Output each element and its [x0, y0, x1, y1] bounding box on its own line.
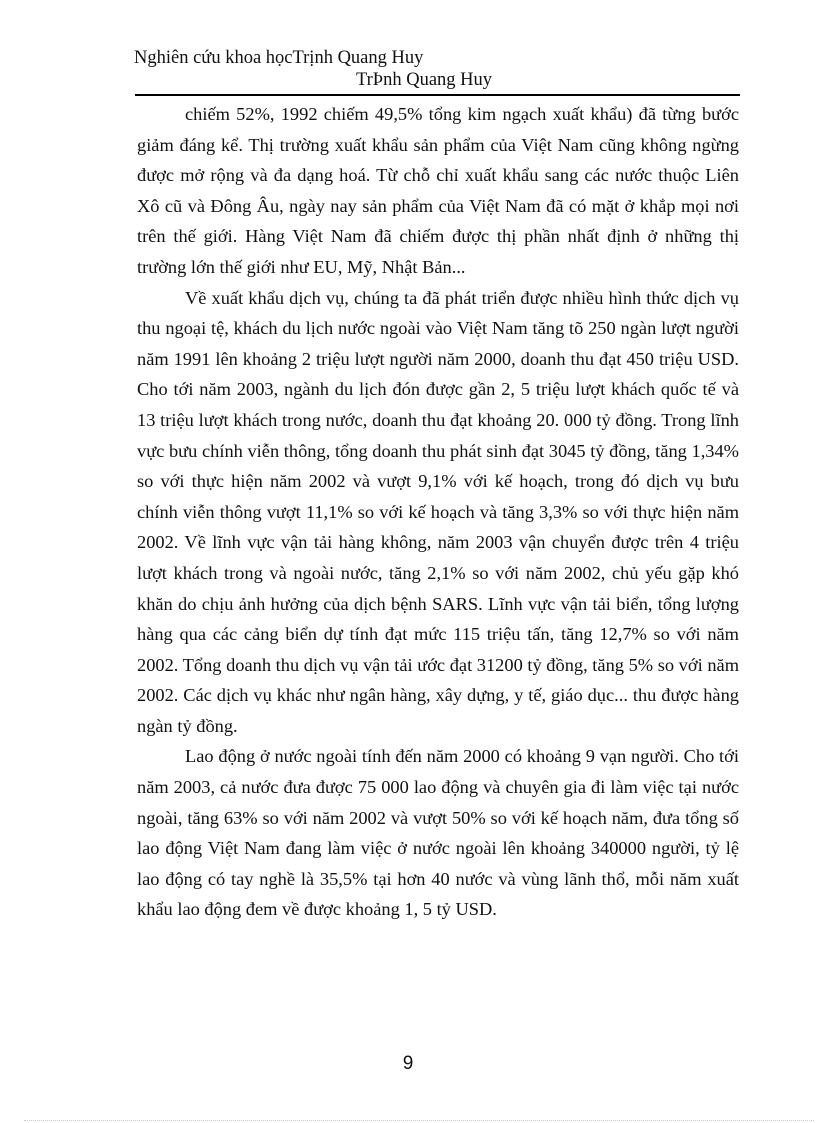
- header-rule: [135, 94, 740, 96]
- header-author-name: TrÞnh Quang Huy: [356, 70, 493, 90]
- header-author-line: Nghiên cứu khoa họcTrịnh Quang Huy: [134, 48, 424, 68]
- footer-divider: [24, 1120, 814, 1121]
- document-body: [137, 99, 739, 925]
- paragraph-labor-export: Lao động ở nước ngoài tính đến năm 2000 có khoảng 9 vạn người. Cho tới năm 2003, cả nước đưa được 75 000 lao động và chuyên gia đi làm việc tại nước ngoài, tăng 63% so với năm 2002 và vượt 50% so với kế hoạch năm, đưa tổng số lao động Việt Nam đang làm việc ở nước ngoài lên khoảng 340000 người, tỷ lệ lao động có tay nghề là 35,5% tại hơn 40 nước và vùng lãnh thổ, mỗi năm xuất khẩu lao động đem về được khoảng 1, 5 tỷ USD.: [137, 746, 739, 920]
- paragraph-services-export: Về xuất khẩu dịch vụ, chúng ta đã phát triển được nhiều hình thức dịch vụ thu ngoại tệ, khách du lịch nước ngoài vào Việt Nam tăng tõ 250 ngàn lượt người năm 1991 lên khoảng 2 triệu lượt người năm 2000, doanh thu đạt 450 triệu USD. Cho tới năm 2003, ngành du lịch đón được gần 2, 5 triệu lượt khách quốc tế và 13 triệu lượt khách trong nước, doanh thu đạt khoảng 20. 000 tỷ đồng. Trong lĩnh vực bưu chính viễn thông, tổng doanh thu phát sinh đạt 3045 tỷ đồng, tăng 1,34% so với thực hiện năm 2002 và vượt 9,1% với kế hoạch, trong đó dịch vụ bưu chính viễn thông vượt 11,1% so với kế hoạch và tăng 3,3% so với thực hiện năm 2002. Về lĩnh vực vận tải hàng không, năm 2003 vận chuyển được trên 4 triệu lượt khách trong và ngoài nước, tăng 2,1% so với năm 2002, chủ yếu gặp khó khăn do chịu ảnh hưởng của dịch bệnh SARS. Lĩnh vực vận tải biển, tổng lượng hàng qua các cảng biển dự tính đạt mức 115 triệu tấn, tăng 12,7% so với năm 2002. Tổng doanh thu dịch vụ vận tải ước đạt 31200 tỷ đồng, tăng 5% so với năm 2002. Các dịch vụ khác như ngân hàng, xây dựng, y tế, giáo dục... thu được hàng ngàn tỷ đồng.: [137, 287, 739, 736]
- page-number: 9: [402, 1053, 414, 1074]
- paragraph-continuation: chiếm 52%, 1992 chiếm 49,5% tổng kim ngạch xuất khẩu) đã từng bước giảm đáng kể. Thị trường xuất khẩu sản phẩm của Việt Nam cũng không ngừng được mở rộng và đa dạng hoá. Từ chỗ chỉ xuất khẩu sang các nước thuộc Liên Xô cũ và Đông Âu, ngày nay sản phẩm của Việt Nam đã có mặt ở khắp mọi nơi trên thế giới. Hàng Việt Nam đã chiếm được thị phần nhất định ở những thị trường lớn thế giới như EU, Mỹ, Nhật Bản...: [137, 104, 739, 277]
